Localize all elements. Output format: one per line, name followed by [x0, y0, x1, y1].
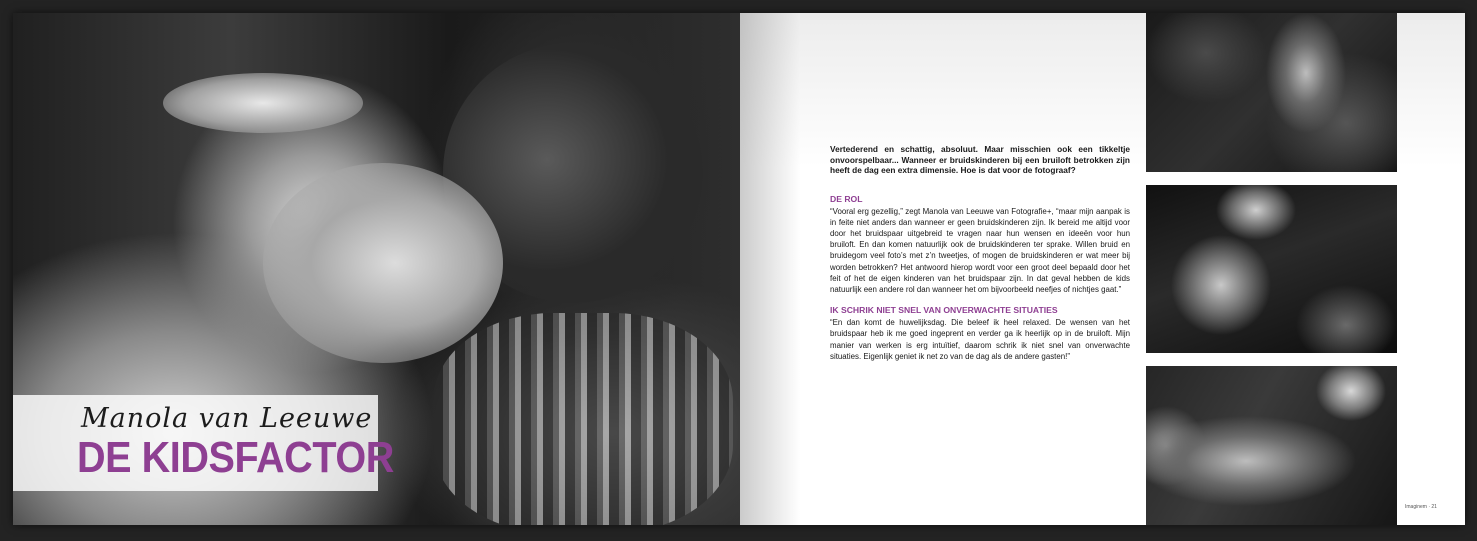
photo-kids-wedding-cake [1146, 366, 1397, 525]
article-text-column [830, 144, 1130, 372]
section-heading-rol: DE ROL [830, 193, 863, 204]
girl-face-shape [263, 163, 503, 363]
page-fold-shadow [740, 13, 800, 525]
magazine-spread [13, 13, 1465, 525]
photo-children-kissing [163, 73, 363, 133]
page-folio: Imaginem · 21 [1405, 504, 1437, 510]
author-name: Manola van Leeuwe [81, 403, 373, 434]
left-page [13, 13, 740, 525]
photo-toddler-standing [1146, 13, 1397, 172]
section-body-rol: “Vooral erg gezellig,” zegt Manola van Leeuwe van Fotografie+, “maar mijn aanpak is in feite niet anders dan wanneer er geen bruidskinderen zijn. Ik bereid me altijd voor door het bruidspaar uitgebreid te vragen naar hun wensen en ideeën voor hun bruiloft. En dan komen natuurlijk ook de bruidskinderen ter sprake. Willen bruid en bruidegom veel foto’s met z’n tweetjes, of mogen de bruidskinderen er wat meer bij worden betrokken? Het antwoord hierop wordt voor een groot deel bepaald door het feit of het de eigen kinderen van het bruidspaar zijn. In dat geval hebben de kids natuurlijk een andere rol dan wanneer het om bijvoorbeeld neefjes of nichtjes gaat.” [830, 206, 1130, 294]
article-title: DE KIDSFACTOR [77, 433, 394, 482]
article-lead: Vertederend en schattig, absoluut. Maar misschien ook een tikkeltje onvoorspelbaar... Wanneer er bruidskinderen bij een bruiloft betrokken zijn heeft de dag een extra dimensie. Hoe is dat voor de fotograaf? [830, 144, 1130, 175]
photo-baby-in-car [1146, 185, 1397, 353]
section-body-situaties: “En dan komt de huwelijksdag. Die beleef ik heel relaxed. De wensen van het bruidspaar heb ik me goed ingeprent en verder ga ik heerlijk op in de bruiloft. Mijn manier van werken is erg intuïtief, daarom schrik ik niet snel van onverwachte situaties. Eigenlijk geniet ik net zo van de dag als de andere gasten!” [830, 318, 1130, 361]
plaid-shirt-shape [433, 313, 733, 525]
section-heading-situaties: IK SCHRIK NIET SNEL VAN ONVERWACHTE SITUATIES [830, 305, 1058, 316]
